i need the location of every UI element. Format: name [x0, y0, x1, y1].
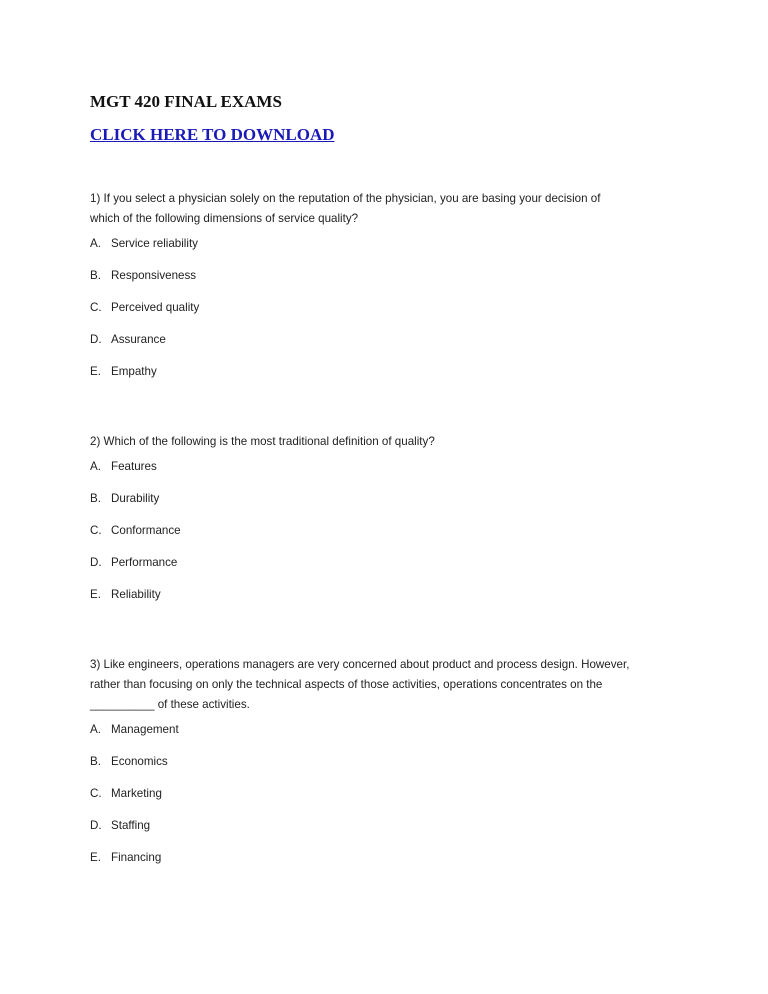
answer-option: [90, 365, 710, 397]
answer-option: [90, 556, 710, 588]
question-line: 1) If you select a physician solely on the reputation of the physician, you are basing your decision of: [90, 192, 601, 205]
option-text: Features: [111, 460, 157, 473]
option-text: Durability: [111, 492, 160, 505]
answer-option: [90, 851, 710, 883]
document-title: MGT 420 FINAL EXAMS: [90, 92, 282, 111]
option-letter: C.: [90, 524, 102, 537]
option-text: Management: [111, 723, 179, 736]
answer-option: [90, 755, 710, 787]
option-text: Responsiveness: [111, 269, 197, 282]
option-letter: B.: [90, 269, 101, 282]
option-text: Perceived quality: [111, 301, 200, 314]
option-text: Conformance: [111, 524, 181, 537]
question-line: 2) Which of the following is the most traditional definition of quality?: [90, 435, 435, 448]
answer-option: [90, 333, 710, 365]
answer-option: [90, 460, 710, 492]
option-text: Marketing: [111, 787, 162, 800]
answer-option: [90, 301, 710, 333]
answer-option: [90, 723, 710, 755]
download-link[interactable]: CLICK HERE TO DOWNLOAD: [90, 125, 335, 144]
option-text: Service reliability: [111, 237, 198, 250]
question-2: [90, 435, 710, 620]
question-text: [90, 192, 710, 232]
option-text: Assurance: [111, 333, 166, 346]
questions-list: [90, 192, 710, 883]
question-1: [90, 192, 710, 397]
option-text: Empathy: [111, 365, 157, 378]
option-text: Economics: [111, 755, 168, 768]
answer-option: [90, 237, 710, 269]
answer-option: [90, 524, 710, 556]
option-text: Financing: [111, 851, 162, 864]
answer-option: [90, 819, 710, 851]
question-text: [90, 435, 710, 455]
option-letter: A.: [90, 237, 101, 250]
question-line: __________ of these activities.: [90, 698, 250, 711]
answer-option: [90, 492, 710, 524]
option-letter: B.: [90, 755, 101, 768]
question-line: which of the following dimensions of service quality?: [90, 212, 359, 225]
option-letter: E.: [90, 851, 101, 864]
answer-option: [90, 787, 710, 819]
answer-option: [90, 269, 710, 301]
option-letter: A.: [90, 723, 101, 736]
option-letter: E.: [90, 588, 101, 601]
option-letter: A.: [90, 460, 101, 473]
question-line: 3) Like engineers, operations managers are very concerned about product and process design. However,: [90, 658, 630, 671]
option-text: Reliability: [111, 588, 161, 601]
option-letter: C.: [90, 787, 102, 800]
option-letter: E.: [90, 365, 101, 378]
option-letter: D.: [90, 556, 102, 569]
option-letter: B.: [90, 492, 101, 505]
answer-option: [90, 588, 710, 620]
question-text: [90, 658, 710, 718]
option-letter: C.: [90, 301, 102, 314]
option-letter: D.: [90, 819, 102, 832]
option-letter: D.: [90, 333, 102, 346]
question-line: rather than focusing on only the technical aspects of those activities, operations concentrates on the: [90, 678, 603, 691]
question-3: [90, 658, 710, 883]
option-text: Staffing: [111, 819, 151, 832]
option-text: Performance: [111, 556, 178, 569]
